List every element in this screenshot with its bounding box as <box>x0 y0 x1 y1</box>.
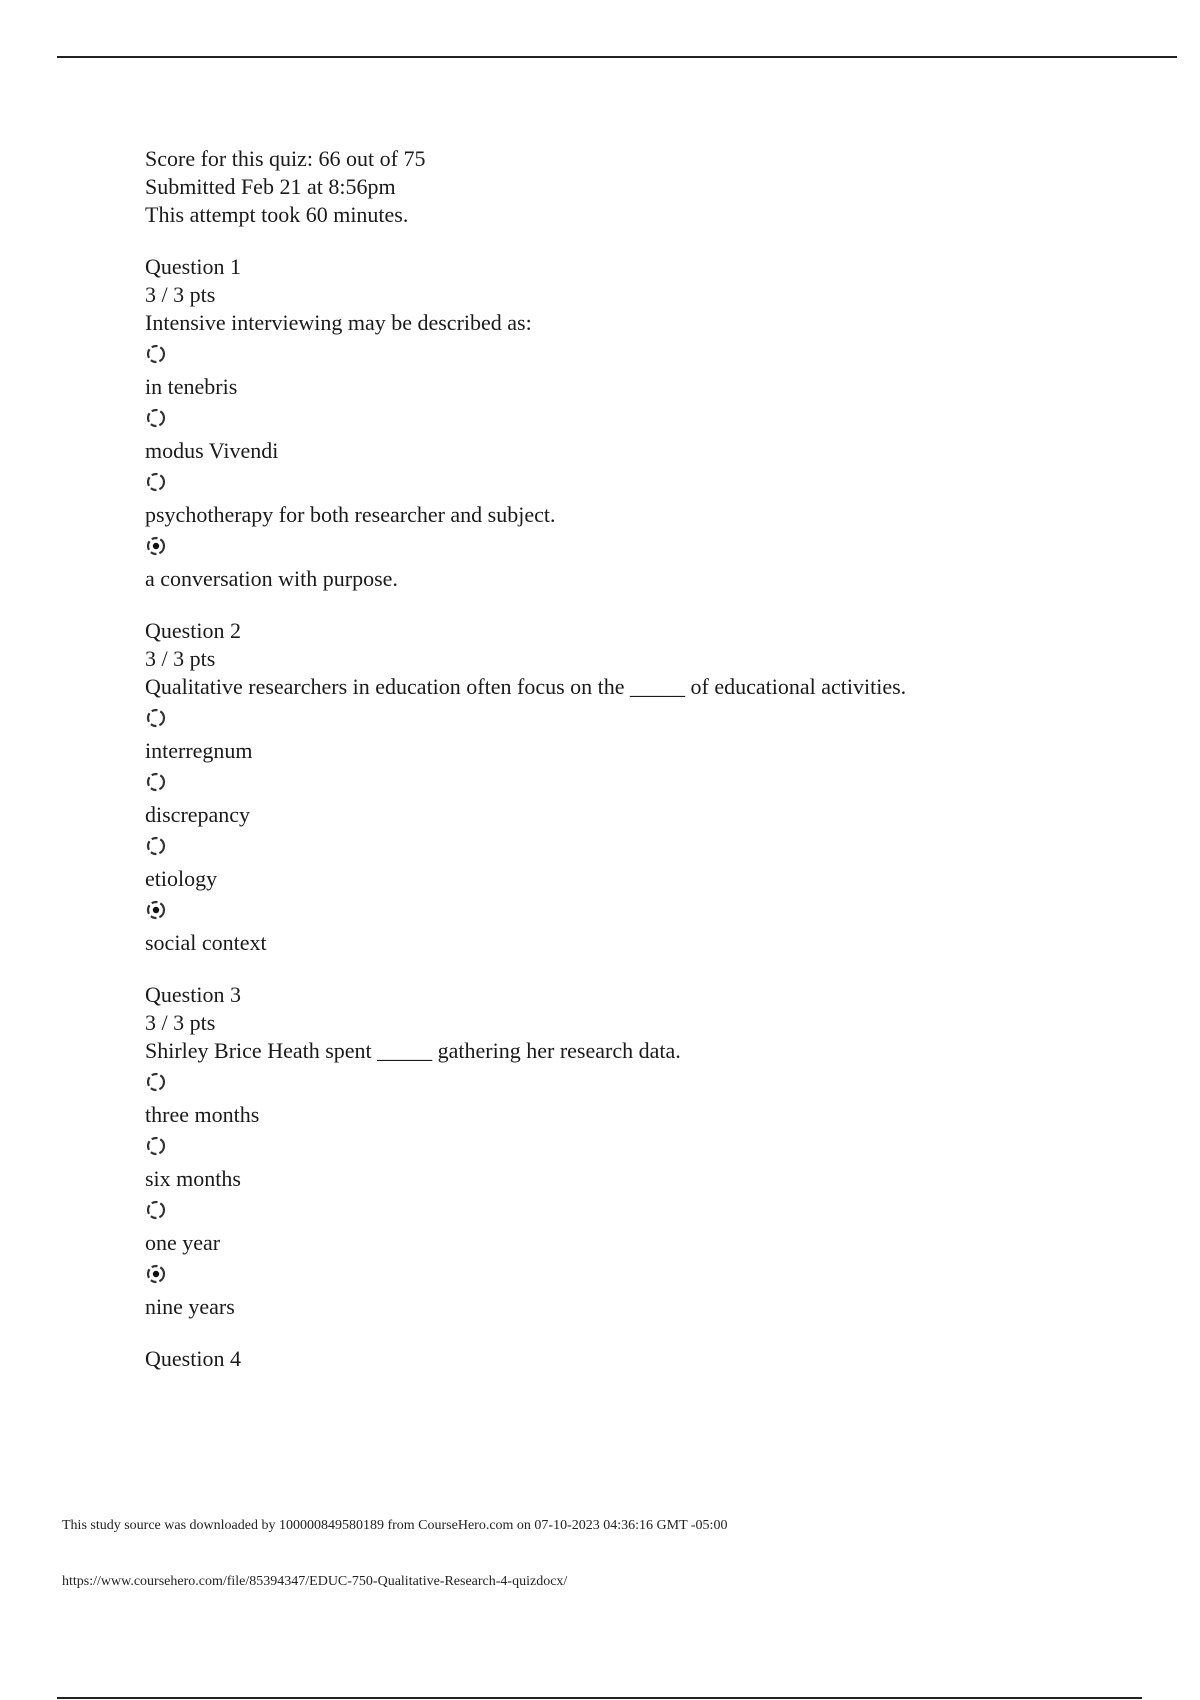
answer-label: etiology <box>145 866 218 891</box>
radio-empty-icon <box>145 1135 167 1157</box>
answer-label: interregnum <box>145 738 253 763</box>
radio-empty-icon <box>145 407 167 429</box>
answer-label: social context <box>145 930 267 955</box>
source-url: https://www.coursehero.com/file/85394347/EDUC-750-Qualitative-Research-4-quizdocx/ <box>62 1574 568 1589</box>
answer-radio[interactable] <box>145 1263 167 1285</box>
radio-selected-icon <box>145 1263 167 1285</box>
answer-radio[interactable] <box>145 1199 167 1221</box>
question-prompt: Shirley Brice Heath spent _____ gathering her research data. <box>145 1038 681 1063</box>
radio-empty-icon <box>145 1071 167 1093</box>
answer-radio[interactable] <box>145 1135 167 1157</box>
answer-radio[interactable] <box>145 1071 167 1093</box>
radio-selected-icon <box>145 535 167 557</box>
answer-label: three months <box>145 1102 260 1127</box>
question-2 <box>145 617 1145 957</box>
radio-empty-icon <box>145 835 167 857</box>
answer-radio[interactable] <box>145 407 167 429</box>
answer-radio[interactable] <box>145 471 167 493</box>
question-points: 3 / 3 pts <box>145 1010 216 1035</box>
quiz-content <box>145 145 1145 1373</box>
answer-radio[interactable] <box>145 707 167 729</box>
quiz-score: Score for this quiz: 66 out of 75 <box>145 146 426 171</box>
answer-radio[interactable] <box>145 535 167 557</box>
answer-radio[interactable] <box>145 771 167 793</box>
question-title: Question 1 <box>145 254 241 279</box>
answer-label: nine years <box>145 1294 235 1319</box>
question-points: 3 / 3 pts <box>145 646 216 671</box>
question-4 <box>145 1345 1145 1373</box>
answer-label: one year <box>145 1230 221 1255</box>
submitted-time: Submitted Feb 21 at 8:56pm <box>145 174 396 199</box>
answer-label: modus Vivendi <box>145 438 279 463</box>
question-points: 3 / 3 pts <box>145 282 216 307</box>
radio-empty-icon <box>145 343 167 365</box>
answer-label: in tenebris <box>145 374 238 399</box>
bottom-rule <box>57 1697 1142 1699</box>
quiz-summary <box>145 145 1145 229</box>
answer-label: psychotherapy for both researcher and subject. <box>145 502 556 527</box>
question-3 <box>145 981 1145 1321</box>
answer-label: six months <box>145 1166 241 1191</box>
radio-empty-icon <box>145 771 167 793</box>
question-1 <box>145 253 1145 593</box>
radio-empty-icon <box>145 707 167 729</box>
answer-label: discrepancy <box>145 802 251 827</box>
radio-empty-icon <box>145 1199 167 1221</box>
question-title: Question 2 <box>145 618 241 643</box>
question-title: Question 3 <box>145 982 241 1007</box>
question-prompt: Qualitative researchers in education often focus on the _____ of educational activities. <box>145 674 907 699</box>
question-title: Question 4 <box>145 1346 241 1371</box>
answer-label: a conversation with purpose. <box>145 566 398 591</box>
download-source-notice: This study source was downloaded by 100000849580189 from CourseHero.com on 07-10-2023 04:36:16 GMT -05:00 <box>62 1518 728 1533</box>
radio-empty-icon <box>145 471 167 493</box>
attempt-duration: This attempt took 60 minutes. <box>145 202 409 227</box>
answer-radio[interactable] <box>145 899 167 921</box>
radio-selected-icon <box>145 899 167 921</box>
answer-radio[interactable] <box>145 343 167 365</box>
top-rule <box>57 56 1177 58</box>
question-prompt: Intensive interviewing may be described as: <box>145 310 532 335</box>
answer-radio[interactable] <box>145 835 167 857</box>
